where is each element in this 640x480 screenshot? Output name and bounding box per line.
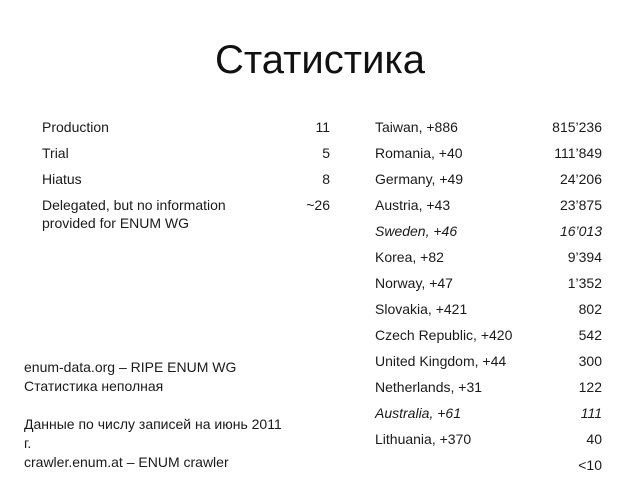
row-label: Romania, +40	[375, 145, 463, 161]
row-value: 24’206	[559, 171, 602, 187]
row-value: 9’394	[567, 249, 602, 265]
row-label: Australia, +61	[375, 405, 461, 421]
row-label: United Kingdom, +44	[375, 353, 507, 369]
table-row	[375, 140, 602, 166]
row-label: Korea, +82	[375, 249, 444, 265]
table-row	[375, 348, 602, 374]
row-label: Lithuania, +370	[375, 431, 472, 447]
note-source: enum-data.org – RIPE ENUM WG	[24, 359, 237, 375]
table-row	[375, 296, 602, 322]
table-row	[375, 374, 602, 400]
row-label: Trial	[42, 145, 69, 161]
row-label: Slovakia, +421	[375, 301, 468, 317]
row-label: Germany, +49	[375, 171, 464, 187]
note-crawler: crawler.enum.at – ENUM crawler	[24, 454, 229, 470]
row-value: 300	[578, 353, 602, 369]
table-row	[375, 270, 602, 296]
table-row	[375, 322, 602, 348]
page-title: Статистика	[214, 38, 426, 82]
row-label: Austria, +43	[375, 197, 451, 213]
country-table	[375, 114, 602, 478]
row-label: Hiatus	[42, 171, 82, 187]
table-row	[375, 452, 602, 478]
row-label: Production	[42, 119, 109, 135]
row-value: 16’013	[559, 223, 602, 239]
notes-block	[24, 358, 324, 472]
row-value: ~26	[306, 197, 330, 213]
row-value: 111	[580, 405, 602, 421]
note-incomplete: Статистика неполная	[24, 378, 164, 394]
row-label: Norway, +47	[375, 275, 453, 291]
table-row	[375, 192, 602, 218]
table-row	[375, 400, 602, 426]
note-spacer	[24, 396, 324, 415]
row-value: 8	[322, 171, 330, 187]
row-value: 23’875	[559, 197, 602, 213]
table-row	[375, 426, 602, 452]
row-value: 802	[578, 301, 602, 317]
table-row	[375, 244, 602, 270]
table-row	[42, 114, 330, 140]
row-value: 11	[315, 119, 330, 135]
row-label: Taiwan, +886	[375, 119, 458, 135]
row-value: 542	[578, 327, 602, 343]
table-row	[375, 114, 602, 140]
table-row	[42, 166, 330, 192]
row-value: 40	[586, 431, 602, 447]
note-date: Данные по числу записей на июнь 2011 г.	[24, 416, 282, 451]
row-label: Sweden, +46	[375, 223, 458, 239]
row-value: 5	[322, 145, 330, 161]
row-value: <10	[578, 457, 602, 473]
row-value: 122	[578, 379, 602, 395]
row-label: Delegated, but no information provided for ENUM WG	[42, 197, 226, 231]
row-label: Czech Republic, +420	[375, 327, 513, 343]
table-row	[42, 140, 330, 166]
table-row	[375, 166, 602, 192]
table-row	[42, 192, 330, 236]
table-row	[375, 218, 602, 244]
row-label: Netherlands, +31	[375, 379, 483, 395]
status-table	[42, 114, 330, 236]
row-value: 111’849	[554, 145, 602, 161]
row-value: 1’352	[567, 275, 602, 291]
row-value: 815’236	[552, 119, 602, 135]
